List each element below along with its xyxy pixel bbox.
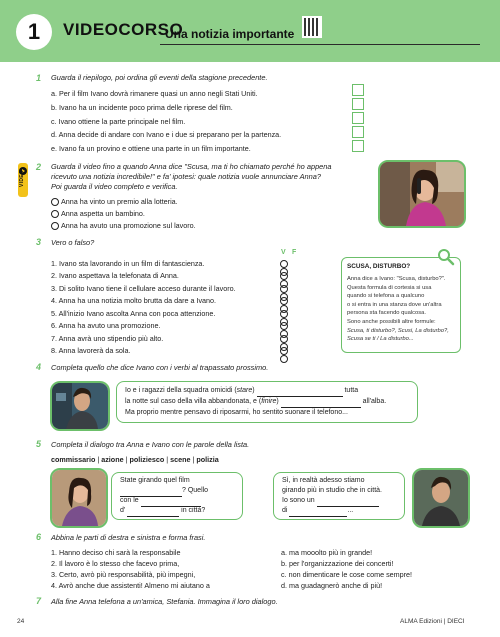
- exercise-5-number: 5: [36, 439, 42, 449]
- exercise-1-item-c: c. Ivano ottiene la parte principale nel film.: [51, 117, 186, 126]
- match-left-1: 1. Hanno deciso chi sarà la responsabile: [51, 548, 181, 557]
- section-label: VIDEOCORSO: [63, 20, 184, 39]
- true-radio-3[interactable]: [280, 285, 288, 293]
- exercise-1-item-b: b. Ivano ha un incidente poco prima delle riprese del film.: [51, 103, 233, 112]
- order-box-c[interactable]: [352, 112, 364, 124]
- anna-speech-bubble: State girando quel film ? Quello con le d' in città?: [111, 472, 243, 520]
- anna-photo: [378, 160, 466, 228]
- radio-button[interactable]: [51, 210, 59, 218]
- match-right-d: d. ma guadagnerò anche di più!: [281, 581, 383, 590]
- exercise-6-instruction: Abbina le parti di destra e sinistra e forma frasi.: [51, 533, 206, 542]
- ivano-photo: [50, 381, 110, 431]
- exercise-4-instruction: Completa quello che dice Ivano con i verbi al trapassato prossimo.: [51, 363, 269, 372]
- exercise-2-option-2[interactable]: Anna aspetta un bambino.: [51, 209, 145, 218]
- radio-button[interactable]: [51, 198, 59, 206]
- true-radio-6[interactable]: [280, 322, 288, 330]
- publisher-credit: ALMA Edizioni | DIECI: [400, 618, 465, 625]
- exercise-6-number: 6: [36, 532, 42, 542]
- ivano-line-1: Io e i ragazzi della squadra omicidi (stare) tutta: [125, 386, 358, 397]
- grammar-note-box: [341, 257, 461, 353]
- true-radio-1[interactable]: [280, 260, 288, 268]
- tf-statement-2: 2. Ivano aspettava la telefonata di Anna.: [51, 271, 179, 280]
- qr-code-icon[interactable]: [302, 16, 322, 38]
- video-side-tab: [18, 163, 28, 197]
- ivano-blank-2[interactable]: [289, 506, 347, 517]
- magnifier-icon: [437, 248, 453, 264]
- order-box-a[interactable]: [352, 84, 364, 96]
- match-right-c: c. non dimenticare le cose come sempre!: [281, 570, 413, 579]
- exercise-2-option-1[interactable]: Anna ha vinto un premio alla lotteria.: [51, 197, 178, 206]
- true-radio-8[interactable]: [280, 347, 288, 355]
- blank-finire[interactable]: [281, 397, 361, 408]
- page-number: 24: [17, 618, 25, 625]
- tf-statement-6: 6. Anna ha avuto una promozione.: [51, 321, 161, 330]
- order-box-e[interactable]: [352, 140, 364, 152]
- exercise-2-instruction-line-1: Guarda il video fino a quando Anna dice "Scusa, ma ti ho chiamato perché ho appena: [51, 162, 332, 171]
- tf-statement-8: 8. Anna lavorerà da sola.: [51, 346, 131, 355]
- true-column-label: V: [281, 249, 286, 256]
- exercise-3-number: 3: [36, 237, 42, 247]
- true-radio-4[interactable]: [280, 297, 288, 305]
- anna-blank-3[interactable]: [127, 506, 179, 517]
- tf-statement-1: 1. Ivano sta lavorando in un film di fantascienza.: [51, 259, 205, 268]
- exercise-1-instruction: Guarda il riepilogo, poi ordina gli eventi della stagione precedente.: [51, 73, 268, 82]
- exercise-1-item-d: d. Anna decide di andare con Ivano e i due si preparano per la partenza.: [51, 130, 282, 139]
- match-right-a: a. ma mooolto più in grande!: [281, 548, 373, 557]
- false-radio-8[interactable]: [280, 355, 288, 363]
- radio-button[interactable]: [51, 222, 59, 230]
- exercise-7-instruction: Alla fine Anna telefona a un'amica, Stefania. Immagina il loro dialogo.: [51, 597, 278, 606]
- true-radio-7[interactable]: [280, 335, 288, 343]
- exercise-2-instruction-line-3: Poi guarda il video completo e verifica.: [51, 182, 178, 191]
- blank-stare[interactable]: [257, 386, 343, 397]
- match-right-b: b. per l'organizzazione dei concerti!: [281, 559, 394, 568]
- ivano-speech-bubble-2: Sì, in realtà adesso stiamo girando più in studio che in città. Io sono un di ...: [273, 472, 405, 520]
- unit-number-badge: 1: [16, 14, 52, 50]
- ivano-line-2: la notte sul caso della villa abbandonata, e (finire) all'alba.: [125, 397, 386, 408]
- exercise-7-number: 7: [36, 596, 42, 606]
- tf-statement-3: 3. Di solito Ivano tiene il cellulare acceso durante il lavoro.: [51, 284, 236, 293]
- anna-photo-small: [50, 468, 108, 528]
- exercise-2-option-3[interactable]: Anna ha avuto una promozione sul lavoro.: [51, 221, 196, 230]
- word-list: commissario | azione | poliziesco | scene | polizia: [51, 455, 219, 464]
- exercise-4-number: 4: [36, 362, 42, 372]
- note-body: Anna dice a Ivano: "Scusa, disturbo?". Questa formula di cortesia si usa quando si telefona a qualcuno o si entra in una stanza dove un'altra persona sta facendo qualcosa. Sono anche possibili altre formule: Scusa, ti disturbo?, Scusi, La disturbo?, Scusa se ti / La disturbo...: [347, 276, 449, 343]
- page-title: Una notizia importante: [165, 27, 295, 41]
- ivano-photo-small: [412, 468, 470, 528]
- match-left-2: 2. Il lavoro è lo stesso che facevo prima,: [51, 559, 180, 568]
- exercise-3-instruction: Vero o falso?: [51, 238, 95, 247]
- true-radio-5[interactable]: [280, 310, 288, 318]
- tf-statement-5: 5. All'inizio Ivano ascolta Anna con poca attenzione.: [51, 309, 216, 318]
- order-box-d[interactable]: [352, 126, 364, 138]
- ivano-speech-bubble: [116, 381, 418, 423]
- exercise-2-number: 2: [36, 162, 42, 172]
- true-radio-2[interactable]: [280, 272, 288, 280]
- video-tab-label: VIDEO: [19, 169, 25, 187]
- order-box-b[interactable]: [352, 98, 364, 110]
- exercise-1-item-a: a. Per il film Ivano dovrà rimanere quasi un anno negli Stati Uniti.: [51, 89, 258, 98]
- exercise-1-item-e: e. Ivano fa un provino e ottiene una parte in un film importante.: [51, 144, 251, 153]
- match-left-4: 4. Avrò anche due assistenti! Almeno mi aiutano a: [51, 581, 210, 590]
- header-underline: [160, 44, 480, 45]
- false-column-label: F: [292, 249, 297, 256]
- tf-statement-7: 7. Anna avrà uno stipendio più alto.: [51, 334, 164, 343]
- note-title: SCUSA, DISTURBO?: [347, 263, 411, 270]
- tf-statement-4: 4. Anna ha una notizia molto brutta da dare a Ivano.: [51, 296, 217, 305]
- exercise-5-instruction: Completa il dialogo tra Anna e Ivano con le parole della lista.: [51, 440, 250, 449]
- match-left-3: 3. Certo, avrò più responsabilità, più impegni,: [51, 570, 196, 579]
- exercise-2-instruction-line-2: ricevuto una notizia incredibile!" e fa' ipotesi: quale notizia vuole annunciare Anna?: [51, 172, 321, 181]
- exercise-1-number: 1: [36, 73, 42, 83]
- ivano-line-3: Ma proprio mentre pensavo di riposarmi, ho sentito suonare il telefono...: [125, 409, 348, 416]
